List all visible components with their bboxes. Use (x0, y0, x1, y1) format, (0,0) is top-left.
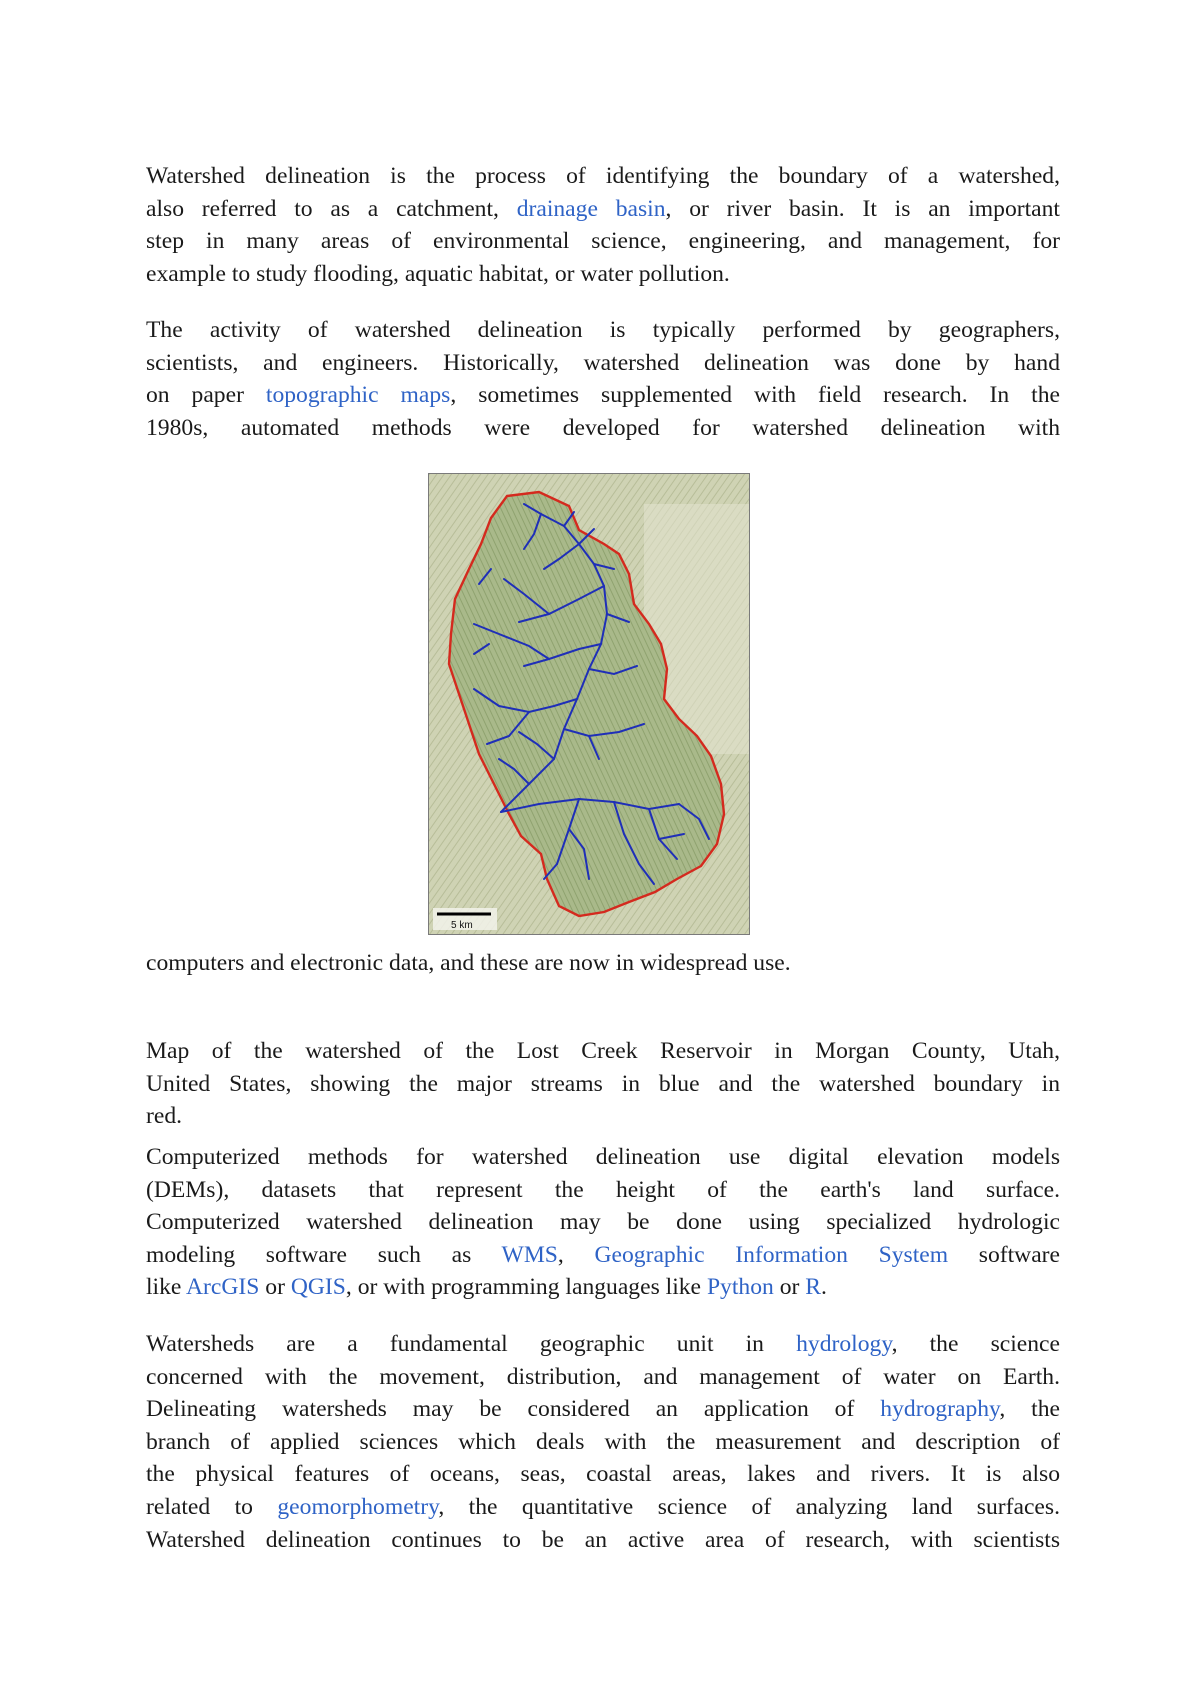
text-run: , the (999, 1396, 1060, 1423)
text-line (146, 1239, 1060, 1272)
text-run: Watersheds are a fundamental geographic unit in (146, 1331, 797, 1357)
link-python[interactable]: Python (706, 1274, 774, 1301)
link-qgis[interactable]: QGIS (290, 1274, 346, 1301)
text-run: or (773, 1274, 806, 1301)
text-line: Map of the watershed of the Lost Creek Reservoir in Morgan County, Utah, (146, 1038, 1060, 1064)
text-run: like (146, 1274, 186, 1301)
text-line (146, 1393, 1060, 1426)
text-run: related to (146, 1493, 278, 1520)
text-line: step in many areas of environmental science, engineering, and management, for (146, 228, 1060, 255)
text-line (146, 193, 1060, 226)
text-line (146, 379, 1060, 412)
text-line: concerned with the movement, distribution, and management of water on Earth. (146, 1363, 1060, 1390)
text-line: (DEMs), datasets that represent the height of the earth's land surface. (146, 1176, 1060, 1203)
text-run: , (557, 1241, 595, 1268)
link-gis[interactable]: Geographic Information System (594, 1241, 949, 1268)
text-line: computers and electronic data, and these are now in widespread use. (146, 950, 791, 976)
text-line: Computerized methods for watershed delineation use digital elevation models (146, 1144, 1060, 1170)
link-topographic-maps[interactable]: topographic maps (265, 382, 451, 409)
text-run: , the quantitative science of analyzing land surfaces. (438, 1493, 1060, 1520)
text-run: software (948, 1241, 1061, 1268)
paragraph-intro (146, 160, 1060, 290)
text-run: , the science (891, 1331, 1060, 1357)
text-line: The activity of watershed delineation is typically performed by geographers, (146, 317, 1060, 343)
link-hydrography[interactable]: hydrography (880, 1396, 1000, 1423)
paragraph-computerized (146, 1141, 1060, 1304)
text-run: , or with programming languages like (345, 1274, 707, 1301)
text-line: branch of applied sciences which deals with the measurement and description of (146, 1428, 1060, 1455)
link-wms[interactable]: WMS (501, 1241, 558, 1268)
link-hydrology[interactable]: hydrology (796, 1331, 892, 1357)
text-line: the physical features of oceans, seas, coastal areas, lakes and rivers. It is also (146, 1461, 1060, 1488)
text-line: Computerized watershed delineation may be done using specialized hydrologic (146, 1209, 1060, 1236)
watershed-map-figure (428, 473, 750, 935)
text-line: red. (146, 1103, 183, 1130)
text-line: United States, showing the major streams in blue and the watershed boundary in (146, 1070, 1060, 1097)
paragraph-hydrology (146, 1328, 1060, 1556)
text-line: 1980s, automated methods were developed for watershed delineation with (146, 414, 1060, 441)
text-line (146, 1491, 1060, 1524)
text-line: scientists, and engineers. Historically, watershed delineation was done by hand (146, 349, 1060, 376)
text-line: Watershed delineation continues to be an active area of research, with scientists (146, 1526, 1060, 1553)
link-geomorphometry[interactable]: geomorphometry (277, 1493, 439, 1520)
text-run: or (259, 1274, 291, 1301)
paragraph-history-continued (146, 947, 1060, 980)
text-run: , sometimes supplemented with field research. In the (450, 382, 1060, 409)
text-line (146, 1271, 1060, 1304)
text-line: example to study flooding, aquatic habitat, or water pollution. (146, 260, 730, 287)
text-line (146, 1328, 1060, 1361)
text-run: on paper (146, 382, 266, 409)
paragraph-history (146, 314, 1060, 444)
text-run: Delineating watersheds may be considered an application of (146, 1396, 881, 1423)
link-r[interactable]: R (805, 1274, 822, 1301)
link-drainage-basin[interactable]: drainage basin (516, 195, 666, 222)
link-arcgis[interactable]: ArcGIS (185, 1274, 260, 1301)
text-run: modeling software such as (146, 1241, 502, 1268)
text-line: Watershed delineation is the process of identifying the boundary of a watershed, (146, 163, 1060, 189)
watershed-map (429, 474, 749, 934)
scale-label: 5 km (451, 920, 473, 931)
text-run: . (821, 1274, 827, 1301)
text-run: also referred to as a catchment, (146, 195, 517, 222)
text-run: , or river basin. It is an important (665, 195, 1060, 222)
figure-caption (146, 1035, 1060, 1133)
